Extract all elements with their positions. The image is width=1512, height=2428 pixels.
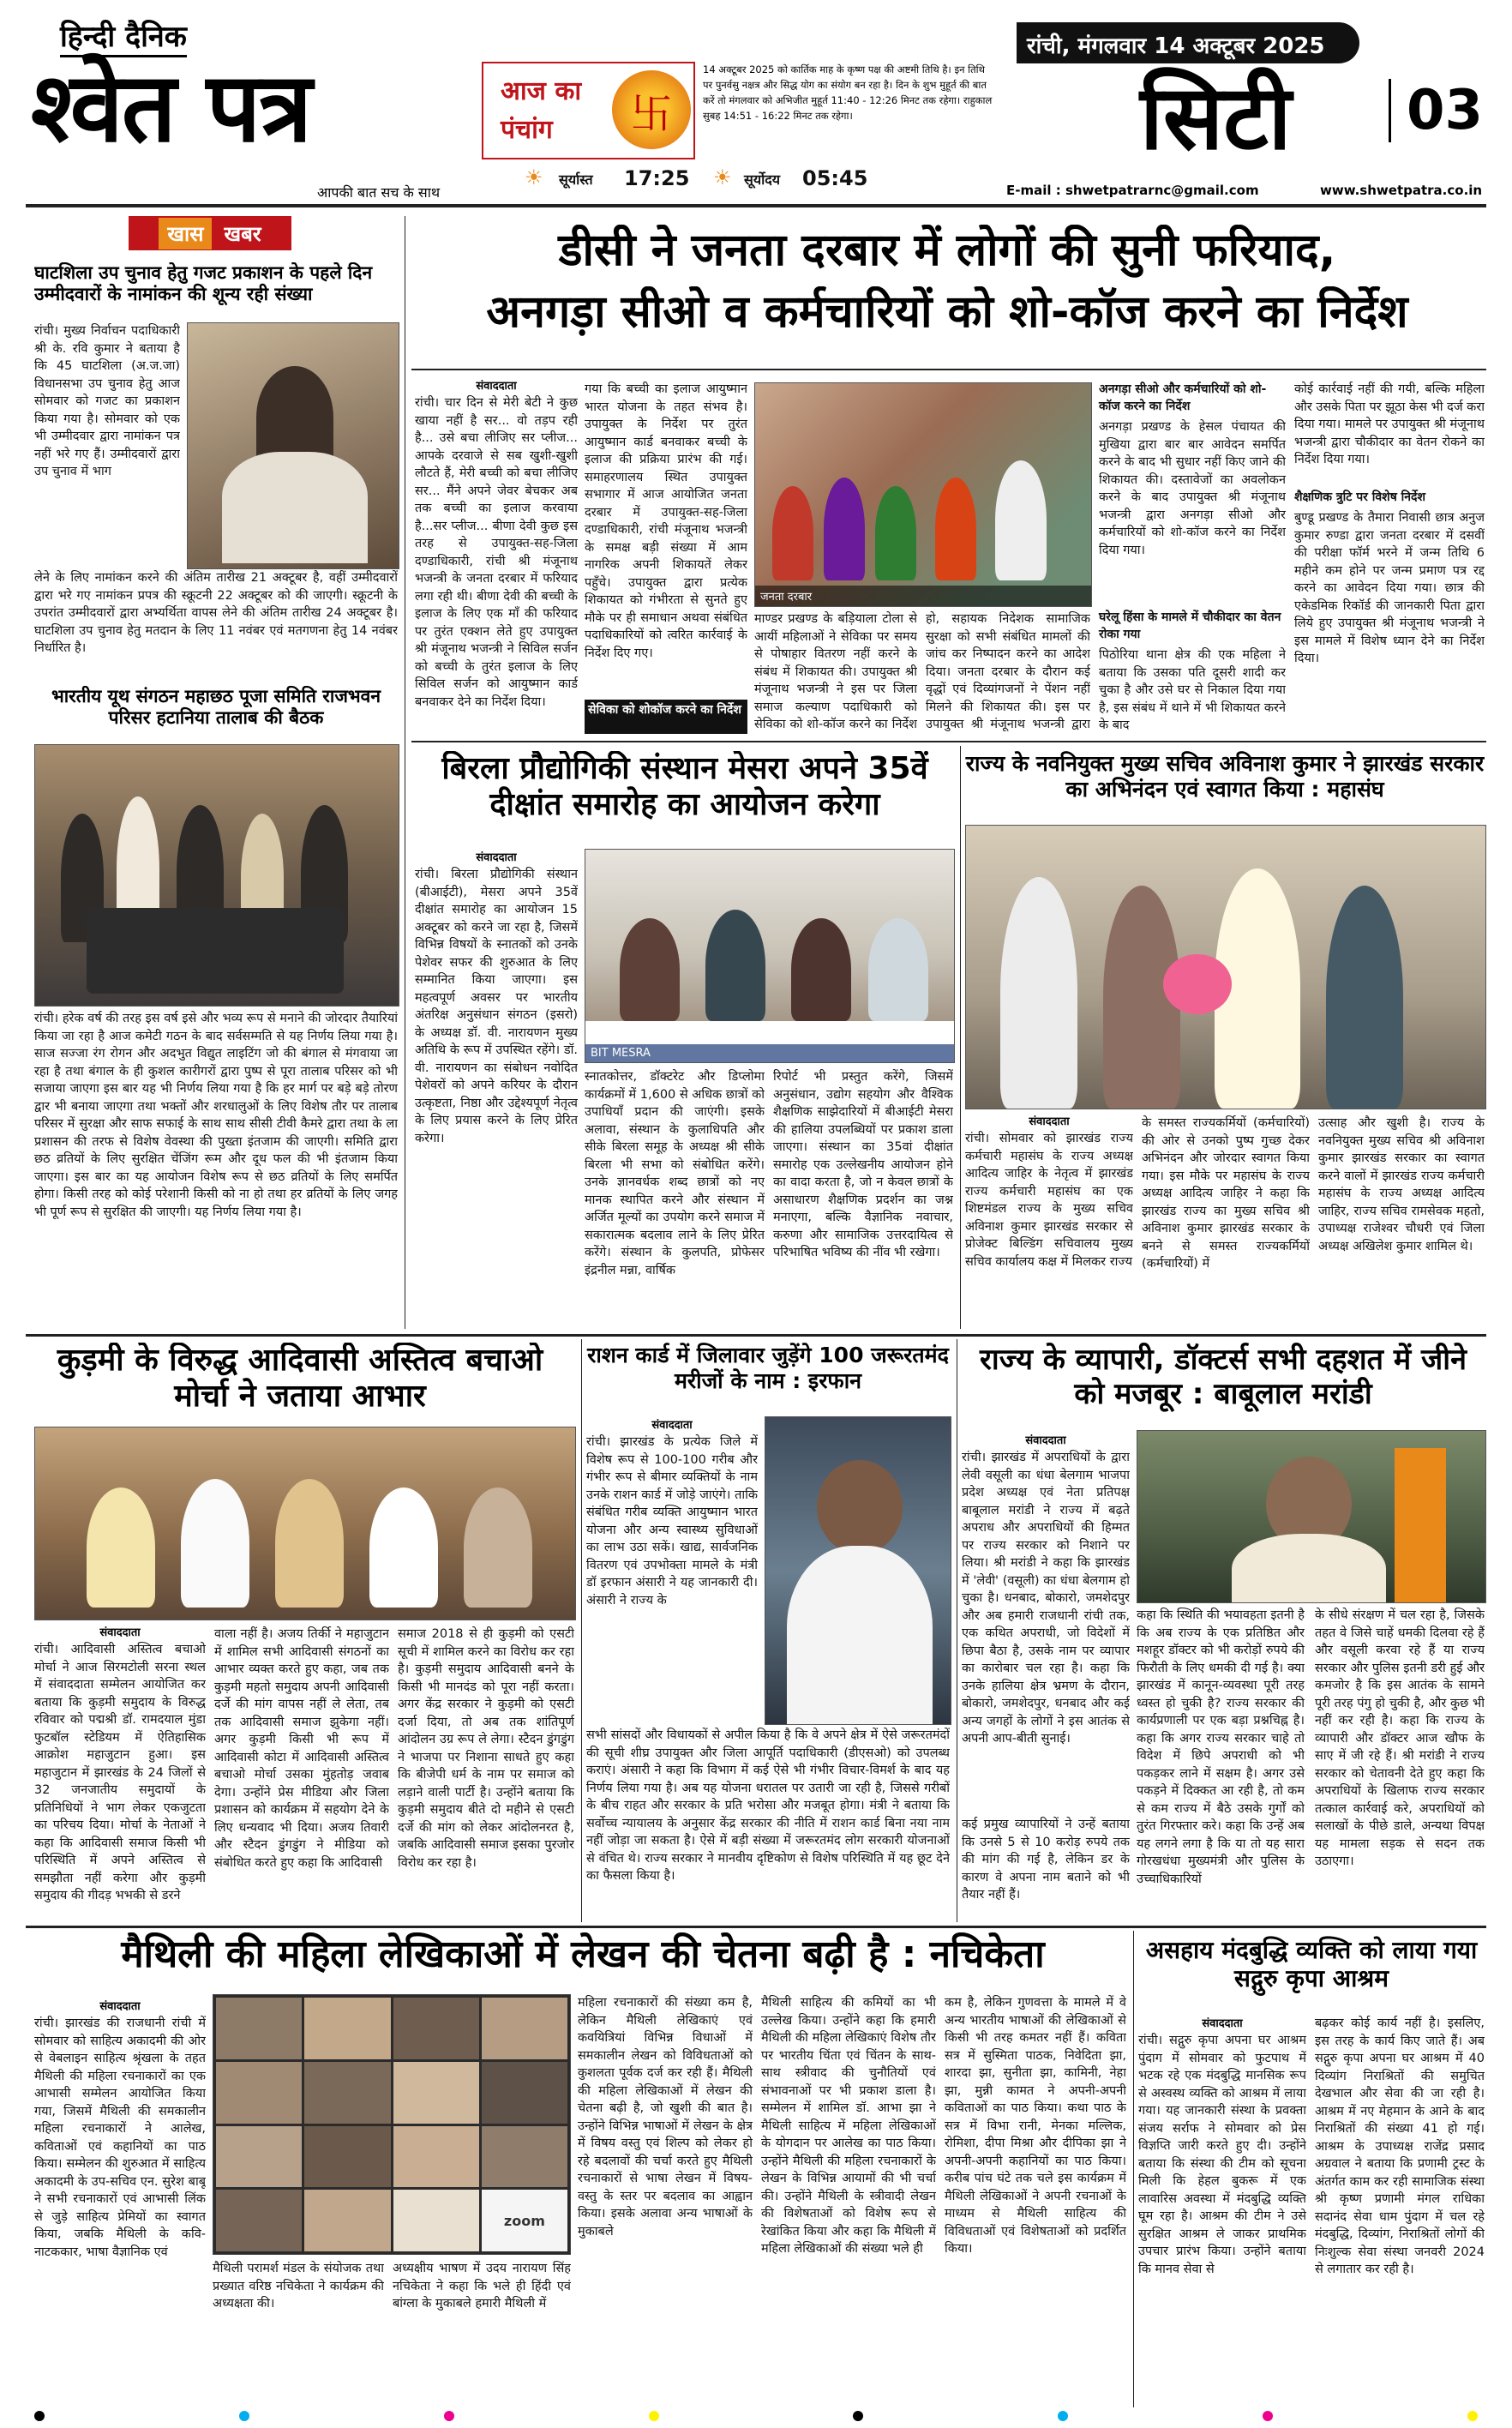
- lead-col-4: हो, सहायक निदेशक सामाजिक सुरक्षा को सभी संबंधित मामलों की जांच कर निष्पादन करने का आदेश दिया। जनता दरबार के दौरान कई वृद्धों एवं दिव्यांगजनों ने पेंशन नहीं मिलने की शिकायत की। इस पर उपायुक्त श्री मंजूनाथ भजन्त्री द्वारा: [926, 612, 1090, 731]
- panchang-box: [482, 62, 695, 159]
- sunrise-time: 05:45: [802, 166, 868, 190]
- lead-col-5b: पिठोरिया थाना क्षेत्र की एक महिला ने बताया कि उसका पति दूसरी शादी कर चुका है और उसे घर से निकाल दिया गया है, इस संबंध में थाने में भी शिकायत करने के बाद: [1099, 648, 1286, 732]
- photo-mahasangh: [965, 825, 1486, 1109]
- maithili-headline: मैथिली की महिला लेखिकाओं में लेखन की चेतना बढ़ी है : नचिकेता: [121, 1932, 1045, 1976]
- lead-photo-label: जनता दरबार: [755, 586, 1091, 606]
- left-mid-headline: भारतीय यूथ संगठन महाछठ पूजा समिति राजभवन परिसर हटानिया तालाब की बैठक: [51, 686, 381, 728]
- marandi-col-2: कहा कि स्थिति की भयावहता इतनी है कि अब राज्य के एक प्रतिष्ठित और मशहूर डॉक्टर को भी करोड़ों रुपये की फिरौती के लिए धमकी दी गई है। क्या झारखंड में कानून-व्यवस्था पूरी तरह ध्वस्त हो चुकी है? राज्य सरकार की कार्यप्रणाली पर एक बड़ा प्रश्नचिह्न है। कहा कि अगर राज्य सरकार चाहे तो विदेश में छिपे अपराधी को भी पकड़कर लाने में सक्षम है। अगर उसे पकड़ने में दिक्कत आ रही है, तो कम से कम राज्य में बैठे उसके गुर्गों को तुरंत गिरफ्तार करे। कहा कि उन्हें अब यह लगने लगा है कि या तो यह सारा गोरखधंधा मुख्यमंत्री और पुलिस के उच्चाधिकारियों: [1137, 1608, 1305, 1886]
- mahasangh-col-3: उत्साह और खुशी है। राज्य के नवनियुक्त मुख्य सचिव श्री अविनाश कुमार झारखंड सरकार का स्वागत करने वालों में झारखंड राज्य कर्मचारी महासंघ के राज्य अध्यक्ष आदित्य जाहिर, राज्य सचिव रामसेवक महतो, उपाध्यक्ष राजेश्वर चौधरी एवं जिला अध्यक्ष अखिलेश कुमार शामिल थे।: [1318, 1116, 1485, 1253]
- photo-kurmi-press: [34, 1427, 576, 1620]
- khas-khabar-badge: [129, 216, 291, 250]
- khas-label: खास: [159, 218, 212, 249]
- brand-logo: श्वेत पत्र: [31, 51, 311, 164]
- registration-marks: [34, 2411, 1478, 2421]
- website-text: www.shwetpatra.co.in: [1320, 183, 1483, 198]
- maithili-photo-caption: मैथिली परामर्श मंडल के संयोजक तथा प्रख्यात वरिष्ठ नचिकेता ने कार्यक्रम की अध्यक्षता की।: [213, 2262, 384, 2311]
- swastik-icon: 卐: [612, 70, 691, 149]
- ashram-col-2: बढ़कर कोई कार्य नहीं है। इसलिए, इस तरह के कार्य किए जाते हैं। अब सद्गुरु कृपा अपना घर आश्रम में 40 दिव्यांग निराश्रितों की समुचित देखभाल और सेवा की जा रही है। आश्रम में नए मेहमान के आने के बाद निराश्रितों की संख्या 41 हो गई। आश्रम के उपाध्यक्ष राजेंद्र प्रसाद अग्रवाल ने बताया कि प्रणामी ट्रस्ट के अंतर्गत काम कर रही सामाजिक संस्था श्री कृष्ण प्रणामी मंगल राधिका सदानंद सेवा धाम पुंदाग में चल रहे मंदबुद्धि, दिव्यांग, निराश्रितों लोगों की निःशुल्क सेवा संस्था जनवरी 2024 से लगातार कर रही है।: [1315, 2016, 1485, 2276]
- ration-col-1: रांची। झारखंड के प्रत्येक जिले में विशेष रूप से 100-100 गरीब और गंभीर रूप से बीमार व्यक्तियों के नाम उनके राशन कार्ड में जोड़े जाएंगे। ताकि संबंधित गरीब व्यक्ति आयुष्मान भारत योजना और अन्य स्वास्थ्य सुविधाओं का लाभ उठा सकें। खाद्य, सार्वजनिक वितरण एवं उपभोक्ता मामले के मंत्री डॉ इरफान अंसारी ने यह जानकारी दी। अंसारी ने राज्य के: [586, 1435, 758, 1608]
- photo-officer: [187, 322, 399, 569]
- bottom-rule: [26, 1926, 1486, 1928]
- bit-dateline: संवाददाता: [476, 851, 517, 864]
- photo-zoom-grid: [213, 1994, 571, 2255]
- bit-photo-label: BIT MESRA: [585, 1044, 954, 1062]
- mahasangh-col-2: के समस्त राज्यकर्मियों (कर्मचारियों) की ओर से उनको पुष्प गुच्छ देकर अभिनंदन और जोरदार स्वागत किया गया। इस मौके पर महासंघ के राज्य अध्यक्ष आदित्य जाहिर ने कहा कि झारखंड राज्य का मुख्य सचिव श्री अविनाश कुमार झारखंड सरकार के बनने से समस्त राज्यकर्मियों (कर्मचारियों) में: [1142, 1116, 1310, 1271]
- ashram-col-1: रांची। सद्गुरु कृपा अपना घर आश्रम पुंदाग में सोमवार को फुटपाथ में भटक रहे एक मंदबुद्धि मानसिक रूप से अस्वस्थ व्यक्ति को आश्रम में लाया गया। यह जानकारी संस्था के प्रवक्ता संजय सर्राफ ने सोमवार को प्रेस विज्ञप्ति जारी करते हुए दी। उन्होंने बताया कि संस्था की टीम को सूचना मिली कि हेहल बुकरू में एक लावारिस अवस्था में मंदबुद्धि व्यक्ति घूम रहा है। आश्रम की टीम ने उसे सुरक्षित आश्रम ले जाकर प्राथमिक उपचार प्रारंभ किया। उन्होंने बताया कि मानव सेवा से: [1138, 2034, 1306, 2276]
- kurmi-col-3: समाज 2018 से ही कुड़मी को एसटी सूची में शामिल करने का विरोध कर रहा है। कुड़मी समुदाय आदिवासी बनने के किसी भी मानदंड को पूरा नहीं करता। अगर केंद्र सरकार ने कुड़मी को एसटी दर्जा दिया, तो अब तक शांतिपूर्ण आंदोलन उग्र रूप ले लेगा। स्टैदन डुंगडुंग ने भाजपा पर निशाना साधते हुए कहा कि बीजेपी धर्म के नाम पर समाज को लड़ाने वाली पार्टी है। उन्होंने बताया कि कुड़मी समुदाय बीते दो महीने से एसटी दर्जे की मांग को लेकर आंदोलनरत है, जबकि आदिवासी समाज इसका पुरजोर विरोध कर रहा है।: [398, 1627, 574, 1870]
- maithili-col-2b: अध्यक्षीय भाषण में उदय नारायण सिंह नचिकेता ने कहा कि भले ही हिंदी एवं बांग्ला के मुकाबले हमारी मैथिली में: [393, 2262, 571, 2311]
- masthead-tagline: आपकी बात सच के साथ: [317, 184, 441, 201]
- mahasangh-headline: राज्य के नवनियुक्त मुख्य सचिव अविनाश कुमार ने झारखंड सरकार का अभिनंदन एवं स्वागत किया : महासंघ: [965, 751, 1485, 802]
- photo-chhath-meeting: [34, 744, 399, 1007]
- sunrise-label: सूर्योदय: [744, 171, 781, 188]
- maithili-divider: [1133, 1931, 1134, 2407]
- marandi-col-3: के सीधे संरक्षण में चल रहा है, जिसके तहत वे जिसे चाहें धमकी दिलवा रहे हैं और वसूली करवा रहे हैं या राज्य सरकार और पुलिस इतनी डरी हुई और कमजोर है कि इस आतंक के सामने पूरी तरह पंगु हो चुकी है, और कुछ भी नहीं कर रही है। कहा कि राज्य के व्यापारी और डॉक्टर आज खौफ के साए में जी रहे हैं। श्री मरांडी ने राज्य सरकार को चेतावनी देते हुए कहा कि अपराधियों के खिलाफ राज्य सरकार तत्काल कार्रवाई करे, अपराधियों को सलाखों के पीछे डाले, अन्यथा विपक्ष यह मामला सड़क से सदन तक उठाएगा।: [1315, 1608, 1485, 1868]
- lead-col-6-subhead: शैक्षणिक त्रुटि पर विशेष निर्देश: [1294, 490, 1426, 504]
- lead-headline-2: अनगड़ा सीओ व कर्मचारियों को शो-कॉज करने का निर्देश: [486, 286, 1408, 338]
- left-mid-text: रांची। हरेक वर्ष की तरह इस वर्ष इसे और भव्य रूप से मनाने की जोरदार तैयारियां किया जा रहा है आज कमेटी गठन के बाद सर्वसम्मति से यह निर्णय लिया गया है। साज सज्जा रंग रोगन और अदभुत विद्युत लाइटिंग जो की बंगाल से मंगवाया जा रहा है तथा बंगाल के ही कुशल कारीगरों द्वारा पुष्प से पूरा तालाब परिसर को भी सजाया जाएगा इस बार यह भी निर्णय लिया गया है कि हर मार्ग पर बड़े बड़े तोरण द्वार भी बनाया जाएगा तथा भक्तों और शरधालुओं के लिए विशेष तौर पर तालाब परिसर में सुरक्षा और साफ सफाई के साथ साथ सीसी टीवी कैमरे द्वारा तथा के ला प्रशासन की तरफ से विशेष वेवस्था की पुख्ता इंतजाम की जाएगी। समिति द्वारा छठ व्रतियों के लिए सुरक्षित चेंजिंग रूम और दूध फल की भी इंतजाम किया जाएगा। इस बार का यह आयोजन विशेष रूप से छठ व्रतियों के लिए समर्पित होगा। किसी तरह को कोई परेशानी किसी को ना हो तथा हर व्रतियों के लिए जगह भी पूर्ण रूप से सुरक्षित की जाएगी। यह निर्णय लिया गया है।: [34, 1012, 398, 1219]
- lead-dateline: संवाददाता: [476, 380, 517, 393]
- marandi-col-1: रांची। झारखंड में अपराधियों के द्वारा लेवी वसूली का धंधा बेलगाम भाजपा प्रदेश अध्यक्ष एवं नेता प्रतिपक्ष बाबूलाल मरांडी ने राज्य में बढ़ते अपराध और अपराधियों की हिम्मत पर राज्य सरकार को निशाने पर लिया। श्री मरांडी ने कहा कि झारखंड में 'लेवी' (वसूली) का धंधा बेलगाम हो चुका है। धनबाद, बोकारो, जमशेदपुर और अब हमारी राजधानी रांची तक, एक कथित अपराधी, जो विदेशों में छिपा बैठा है, उसके नाम पर व्यापार का कारोबार चल रहा है। कहा कि उनके हालिया क्षेत्र भ्रमण के दौरान, बोकारो, जमशेदपुर, धनबाद और कई अन्य जगहों के लोगों ने इस आतंक से अपनी आप-बीती सुनाई।: [962, 1451, 1130, 1746]
- lead-col-5-subhead-2: घरेलू हिंसा के मामले में चौकीदार का वेतन रोका गया: [1099, 610, 1281, 641]
- section-title: सिटी: [1140, 64, 1292, 170]
- kurmi-dateline: संवाददाता: [99, 1626, 141, 1639]
- lead-col-6: कोई कार्रवाई नहीं की गयी, बल्कि महिला और उसके पिता पर झूठा केस भी दर्ज करा दिया गया। मामले पर उपायुक्त श्री मंजूनाथ भजन्त्री द्वारा चौकीदार का वेतन रोकने का निर्देश दिया गया।: [1294, 382, 1485, 466]
- panchang-title-1: आज का: [501, 76, 582, 106]
- bit-divider: [960, 746, 961, 1329]
- zoom-label: zoom: [482, 2190, 567, 2251]
- sunrise-icon: ☀: [713, 165, 732, 189]
- marandi-headline: राज्य के व्यापारी, डॉक्टर्स सभी दहशत में जीने को मजबूर : बाबूलाल मरांडी: [980, 1343, 1467, 1412]
- sunset-time: 17:25: [624, 166, 690, 190]
- lead-col-2: गया कि बच्ची का इलाज आयुष्मान भारत योजना के तहत संभव है। उपायुक्त के निर्देश पर तुरंत आयुष्मान कार्ड बनवाकर बच्ची के इलाज की प्रक्रिया प्रारंभ की गई। समाहरणालय स्थित उपायुक्त सभागार में आज आयोजित जनता दरबार में उपायुक्त-सह-जिला दण्डाधिकारी, रांची मंजूनाथ भजन्त्री के समक्ष बड़ी संख्या में आम नागरिक अपनी शिकायतें लेकर पहुँचे। उपायुक्त द्वारा प्रत्येक शिकायत को गंभीरता से सुनते हुए मौके पर ही समाधान अथवा संबंधित पदाधिकारियों को त्वरित कार्रवाई के निर्देश दिए गए।: [585, 382, 747, 660]
- mahasangh-dateline: संवाददाता: [1029, 1115, 1070, 1128]
- ration-headline: राशन कार्ड में जिलावार जुड़ेंगे 100 जरूरतमंद मरीजों के नाम : इरफान: [587, 1343, 949, 1393]
- bit-col-1: रांची। बिरला प्रौद्योगिकी संस्थान (बीआईटी), मेसरा अपने 35वें दीक्षांत समारोह का आयोजन 15 अक्टूबर को करने जा रहा है, जिसमें विभिन्न विषयों के स्नातकों को उनके पेशेवर सफर की शुरुआत के लिए सम्मानित किया जाएगा। इस महत्वपूर्ण अवसर पर भारतीय अंतरिक्ष अनुसंधान संगठन (इसरो) के अध्यक्ष डॉ. वी. नारायणन मुख्य अतिथि के रूप में उपस्थित रहेंगे। डॉ. वी. नारायणन का संबोधन नवोदित पेशेवरों को अपने करियर के दौरान उत्कृष्टता, निष्ठा और उद्देश्यपूर्ण नेतृत्व के लिए प्रयास करने के लिए प्रेरित करेगा।: [415, 868, 578, 1145]
- lead-headline-1: डीसी ने जनता दरबार में लोगों की सुनी फरियाद,: [558, 225, 1336, 276]
- ashram-headline: असहाय मंदबुद्धि व्यक्ति को लाया गया सद्गुरु कृपा आश्रम: [1145, 1936, 1478, 1993]
- kurmi-divider: [581, 1339, 582, 1922]
- lead-col-5: अनगड़ा प्रखण्ड के हेसल पंचायत की मुखिया द्वारा बार बार आवेदन समर्पित करने के बाद भी सुधार नहीं किए जाने की शिकायत की। दस्तावेजों का अवलोकन करने के बाद उपायुक्त श्री मंजूनाथ भजन्त्री द्वारा अनगड़ा सीओ और कर्मचारियों को शो-कॉज करने का निर्देश दिया गया।: [1099, 420, 1286, 557]
- maithili-col-1: रांची। झारखंड की राजधानी रांची में सोमवार को साहित्य अकादमी की ओर से वेबलाइन साहित्य श्रृंखला के तहत मैथिली की महिला रचनाकारों का एक आभासी सम्मेलन आयोजित किया गया, जिसमें मैथिली की समकालीन महिला रचनाकारों ने आलेख, कविताओं एवं कहानियों का पाठ किया। सम्मेलन की शुरुआत में साहित्य अकादमी के उप-सचिव एन. सुरेश बाबू ने सभी रचनाकारों एवं आभासी लिंक से जुड़े साहित्य प्रेमियों का स्वागत किया, जबकि मैथिली के कवि-नाटककार, भाषा वैज्ञानिक एवं: [34, 2016, 206, 2259]
- masthead-top-label: हिन्दी दैनिक: [60, 15, 187, 57]
- lead-bottom-rule: [411, 741, 1486, 742]
- ration-col-full: सभी सांसदों और विधायकों से अपील किया है कि वे अपने क्षेत्र में ऐसे जरूरतमंदों की सूची शीघ्र उपायुक्त और जिला आपूर्ति पदाधिकारी (डीएसओ) को उपलब्ध कराएं। अंसारी ने कहा कि विभाग में कई ऐसे भी गंभीर विचार-विमर्श के बाद यह निर्णय लिया गया है। अब यह योजना धरातल पर उतारी जा रही है, जिससे गरीबों के बीच राहत और सरकार के प्रति भरोसा और मजबूत होगा। मंत्री ने बताया कि सर्वोच्च न्यायालय के अनुसार केंद्र सरकार की नीति में राशन कार्ड बिना नया नाम नहीं जोड़ा जा सकता है। ऐसे में बड़ी संख्या में जरूरतमंद लोग सरकारी योजनाओं से वंचित थे। राज्य सरकार ने मानवीय दृष्टिकोण से विशेष परिस्थिति में यह छूट देने का फैसला किया है।: [586, 1728, 950, 1883]
- kurmi-col-2: वाला नहीं है। अजय तिर्की ने महाजुटान में शामिल सभी आदिवासी संगठनों का आभार व्यक्त करते हुए कहा, जब तक कुड़मी महतो समुदाय अपनी आदिवासी दर्जे की मांग वापस नहीं ले लेता, तब तक आदिवासी समाज झुकेगा नहीं। अगर कुड़मी किसी भी रूप में आदिवासी कोटा में आदिवासी अस्तित्व बचाओ मोर्चा उसका मुंहतोड़ जवाब देगा। उन्होंने प्रेस मीडिया और जिला प्रशासन को कार्यक्रम में सहयोग देने के लिए धन्यवाद भी दिया। अजय तिवारी और स्टैदन डुंगडुंग ने मीडिया को संबोधित करते हुए कहा कि आदिवासी: [214, 1627, 389, 1870]
- left-top-text-2: लेने के लिए नामांकन करने की अंतिम तारीख 21 अक्टूबर है, वहीं उम्मीदवारों द्वारा भरे गए नामांकन प्रपत्र की स्क्रूटनी 22 अक्टूबर को की जाएगी। स्क्रूटनी के उपरांत उम्मीदवारों द्वारा अभ्यर्थिता वापस लेने की अंतिम तारीख 24 अक्टूबर है। घाटशिला उप चुनाव हेतु मतदान के लिए 11 नवंबर एवं मतगणना हेतु 14 नवंबर निर्धारित है।: [34, 571, 398, 655]
- lead-col-2-subhead: सेविका को शोकॉज करने का निर्देश: [585, 700, 747, 734]
- bit-col-2: स्नातकोत्तर, डॉक्टरेट और डिप्लोमा कार्यक्रमों में 1,600 से अधिक छात्रों को उपाधियाँ प्रदान की जाएंगी। इसके अलावा, संस्थान के कुलाधिपति और सीके बिरला समूह के अध्यक्ष श्री सीके बिरला भी सभा को संबोधित करेंगे। उनके ज्ञानवर्धक शब्द छात्रों को नए मानक स्थापित करने और संस्थान में अर्जित मूल्यों का उपयोग करने समाज में सकारात्मक बदलाव लाने के लिए प्रेरित करेंगे। संस्थान के कुलपति, प्रोफेसर इंद्रनील मन्ना, वार्षिक: [585, 1070, 765, 1277]
- page-number: 03: [1389, 79, 1483, 142]
- sunset-label: सूर्यास्त: [559, 171, 593, 188]
- photo-irfan: [765, 1416, 951, 1725]
- email-text: E-mail : shwetpatrarnc@gmail.com: [1006, 183, 1259, 198]
- maithili-col-5: कम है, लेकिन गुणवत्ता के मामले में वे अन्य भारतीय भाषाओं की लेखिकाओं से किसी भी तरह कमतर नहीं हैं। कविता सत्र में सुस्मिता पाठक, निवेदिता झा, शारदा झा, सुनीता झा, कामिनी, नेहा झा, मुन्नी कामत ने अपनी-अपनी कविताओं का पाठ किया। कथा पाठ के सत्र में विभा रानी, मेनका मल्लिक, रोमिशा, दीपा मिश्रा और दीपिका झा ने अपनी-अपनी कहानियों का पाठ किया। करीब पांच घंटे तक चले इस कार्यक्रम में मैथिली लेखिकाओं ने अपनी रचनाओं के माध्यम से मैथिली साहित्य की विविधताओं एवं विशेषताओं को प्रदर्शित किया।: [945, 1996, 1126, 2256]
- bit-headline: बिरला प्रौद्योगिकी संस्थान मेसरा अपने 35वें दीक्षांत समारोह का आयोजन करेगा: [441, 751, 928, 823]
- marandi-col-1b: कई प्रमुख व्यापारियों ने उन्हें बताया कि उनसे 5 से 10 करोड़ रुपये तक की मांग की गई है, लेकिन डर के कारण वे अपना नाम बताने को भी तैयार नहीं हैं।: [962, 1818, 1130, 1902]
- marandi-dateline: संवाददाता: [1025, 1434, 1066, 1447]
- ashram-dateline: संवाददाता: [1202, 2017, 1243, 2030]
- bit-col-3: रिपोर्ट भी प्रस्तुत करेंगे, जिसमें अनुसंधान, उद्योग सहयोग और वैश्विक शैक्षणिक साझेदारियों में बीआईटी मेसरा की हालिया उपलब्धियों पर प्रकाश डाला जाएगा। संस्थान का 35वां दीक्षांत समारोह एक उल्लेखनीय आयोजन होने का वादा करता है, जो न केवल छात्रों के असाधारण शैक्षणिक प्रदर्शन का जश्न मनाएगा, बल्कि वैज्ञानिक नवाचार, करुणा और सामाजिक उत्तरदायित्व से परिभाषित भविष्य की नींव भी रखेगा।: [773, 1070, 953, 1259]
- photo-bit-press: [585, 849, 955, 1063]
- maithili-col-4: मैथिली साहित्य की कमियों का भी उल्लेख किया। उन्होंने कहा कि हमारी मैथिली की महिला लेखिकाएं विशेष तौर पर भारतीय चिंता एवं चिंतन के साथ-साथ स्त्रीवाद की चुनौतियों एवं संभावनाओं पर भी प्रकाश डाला है। सम्मेलन में शामिल डॉ. आभा झा ने मैथिली साहित्य में महिला लेखिकाओं के योगदान पर आलेख का पाठ किया। उन्होंने मैथिली की महिला रचनाकारों के लेखन के विभिन्न आयामों की भी चर्चा की। उन्होंने मैथिली के स्त्रीवादी लेखन की विशेषताओं को विशेष रूप से रेखांकित किया और कहा कि मैथिली में महिला लेखिकाओं की संख्या भले ही: [761, 1996, 936, 2256]
- masthead-rule: [26, 204, 1486, 207]
- left-top-text-1: रांची। मुख्य निर्वाचन पदाधिकारी श्री के. रवि कुमार ने बताया है कि 45 घाटशिला (अ.ज.जा) विधानसभा उप चुनाव हेतु आज सोमवार को गजट का प्रकाशन किया गया है। सोमवार को एक भी उम्मीदवार द्वारा नामांकन पत्र नहीं भरे गए हैं। उम्मीदवारों द्वारा उप चुनाव में भाग: [34, 324, 180, 478]
- khabar-label: खबर: [224, 221, 261, 246]
- panchang-title-2: पंचांग: [501, 115, 553, 145]
- kurmi-headline: कुड़मी के विरुद्ध आदिवासी अस्तित्व बचाओ मोर्चा ने जताया आभार: [57, 1343, 543, 1415]
- left-top-headline: घाटशिला उप चुनाव हेतु गजट प्रकाशन के पहले दिन उम्मीदवारों के नामांकन की शून्य रही संख्या: [34, 262, 373, 304]
- lead-col-3: माण्डर प्रखण्ड के बड़ियाला टोला से आयीं महिलाओं ने सेविका पर समय से पोषाहार वितरण नहीं करने के संबंध में शिकायत की। उपायुक्त श्री मंजूनाथ भजन्त्री ने इस पर जिला समाज कल्याण पदाधिकारी को सेविका को शो-कॉज करने का निर्देश: [754, 612, 917, 731]
- lead-col-1: रांची। चार दिन से मेरी बेटी ने कुछ खाया नहीं है सर... वो तड़प रही है... उसे बचा लीजिए सर प्लीज... आपके दरवाजे से सब खुशी-खुशी लौटते हैं, मेरी बच्ची को बचा लीजिए सर... मैंने अपने जेवर बेचकर अब तक बच्ची का इलाज करवाया है...सर प्लीज... बीणा देवी कुछ इस तरह से उपायुक्त-सह-जिला दण्डाधिकारी, रांची श्री मंजूनाथ भजन्त्री के जनता दरबार में फरियाद लगा रही थी। बीणा देवी की बच्ची के इलाज के लिए एक माँ की फरियाद पर तुरंत एक्शन लेते हुए उपायुक्त श्री मंजूनाथ भजन्त्री ने सिविल सर्जन को बच्ची के तुरंत इलाज के लिए सिविल सर्जन को आयुष्मान कार्ड बनवाकर देने का निर्देश दिया।: [415, 396, 578, 709]
- lead-headline-rule: [411, 369, 1486, 370]
- lead-col-6b: बुण्डू प्रखण्ड के तैमारा निवासी छात्र अनुज कुमार रुण्डा द्वारा जनता दरबार में दसवीं की परीक्षा फॉर्म भरने में जन्म तिथि 6 महीने कम होने पर जन्म प्रमाण पत्र रद्द करने का आवेदन दिया गया। छात्र की एकेडमिक रिकॉर्ड की जानकारी पिता द्वारा लिये हुए उपायुक्त श्री मंजूनाथ भजन्त्री ने इस मामले में विशेष ध्यान देने का निर्देश दिया।: [1294, 511, 1485, 665]
- maithili-col-3: महिला रचनाकारों की संख्या कम है, लेकिन मैथिली लेखिकाएं एवं कवयित्रियां विभिन्न विधाओं में समकालीन लेखन को विविधताओं को कुशलता पूर्वक दर्ज कर रही हैं। मैथिली की महिला लेखिकाओं में लेखन की चेतना बढ़ी है, जो खुशी की बात है। उन्होंने विभिन्न भाषाओं में लेखन के क्षेत्र में विषय वस्तु एवं शिल्प को लेकर हो रहे बदलावों की चर्चा करते हुए मैथिली रचनाकारों से भाषा लेखन में विषय-वस्तु के स्तर पर बदलाव का आह्वान किया। इसके अलावा अन्य भाषाओं के मुकाबले: [578, 1996, 753, 2239]
- photo-marandi: [1137, 1430, 1486, 1603]
- dateline-bar: [1017, 22, 1359, 63]
- kurmi-col-1: रांची। आदिवासी अस्तित्व बचाओ मोर्चा ने आज सिरमटोली सरना स्थल में संवाददाता सम्मेलन आयोजित कर बताया कि कुड़मी समुदाय के विरुद्ध रविवार को पद्मश्री डॉ. रामदयाल मुंडा फुटबॉल स्टेडियम में ऐतिहासिक आक्रोश महाजुटान हुआ। इस महाजुटान में झारखंड के 24 जिलों से 32 जनजातीय समुदायों के प्रतिनिधियों ने भाग लेकर एकजुटता का परिचय दिया। मोर्चा के नेताओं ने कहा कि आदिवासी समाज किसी भी परिस्थिति में अपने अस्तित्व से समझौता नहीं करेगा और कुड़मी समुदाय की गीदड़ भभकी से डरने: [34, 1643, 206, 1902]
- mahasangh-col-1: रांची। सोमवार को झारखंड राज्य कर्मचारी महासंघ के राज्य अध्यक्ष आदित्य जाहिर के नेतृत्व में झारखंड राज्य कर्मचारी महासंघ का एक शिष्टमंडल राज्य के मुख्य सचिव अविनाश कुमार झारखंड सरकार से प्रोजेक्ट बिल्डिंग सचिवालय मुख्य सचिव कार्यालय कक्ष में मिलकर राज्य: [965, 1132, 1133, 1269]
- ration-dateline: संवाददाता: [651, 1419, 693, 1432]
- lead-col-5-subhead: अनगड़ा सीओ और कर्मचारियों को शो-कॉज करने का निर्देश: [1099, 382, 1267, 413]
- masthead: [0, 0, 1512, 206]
- mid-rule: [26, 1334, 1486, 1337]
- sunset-icon: ☀: [525, 165, 543, 189]
- photo-janta-darbar: [754, 382, 1092, 607]
- panchang-text: 14 अक्टूबर 2025 को कार्तिक माह के कृष्ण पक्ष की अष्टमी तिथि है। इन तिथि पर पुनर्वसु नक्षत्र और सिद्ध योग का संयोग बन रहा है। दिन के शुभ मुहूर्त की बात करें तो मंगलवार को अभिजीत मुहूर्त 11:40 - 12:26 मिनट तक रहेगा। राहुकाल सुबह 14:51 - 16:22 मिनट तक रहेगा।: [703, 63, 993, 122]
- maithili-dateline: संवाददाता: [99, 2000, 141, 2013]
- dateline-text: रांची, मंगलवार 14 अक्टूबर 2025: [1027, 33, 1325, 59]
